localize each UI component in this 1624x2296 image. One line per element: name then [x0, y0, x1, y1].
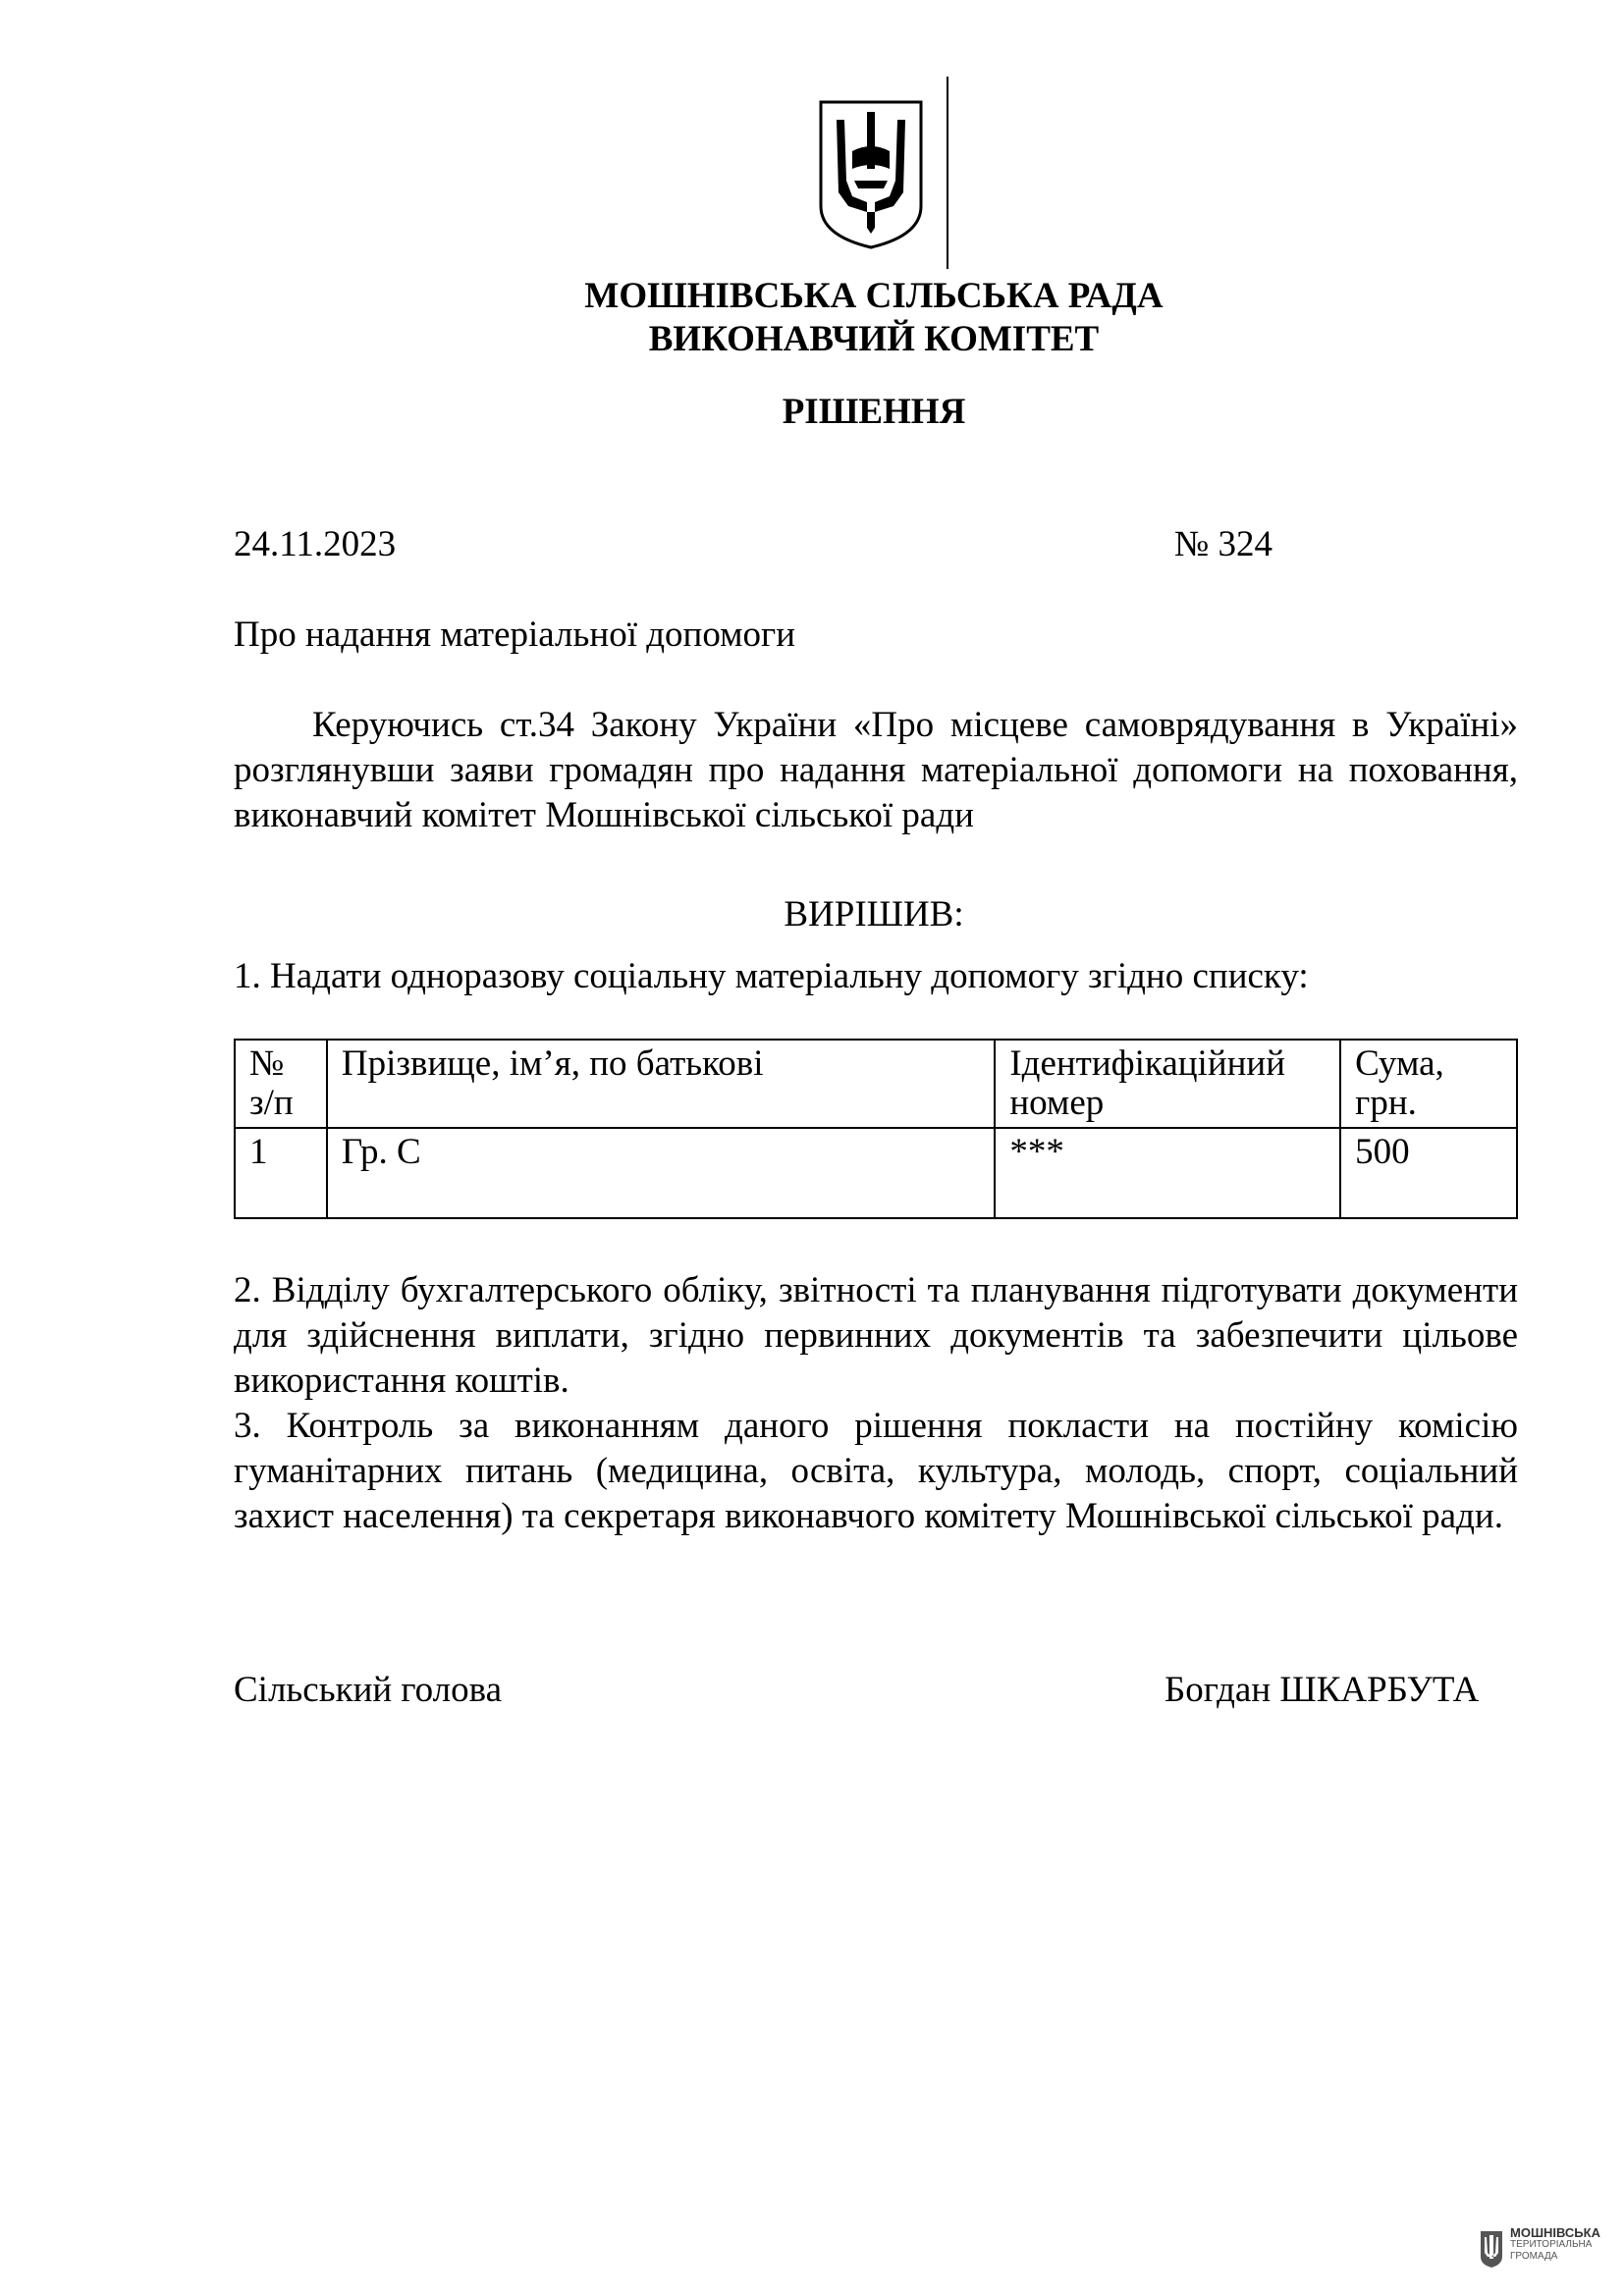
decided-heading: ВИРІШИВ: — [784, 894, 964, 934]
table-cell: 500 — [1340, 1128, 1517, 1218]
table-cell: Гр. С — [327, 1128, 995, 1218]
trident-logo-icon — [1479, 2229, 1504, 2269]
column-header: Прізвище, ім’я, по батькові — [327, 1040, 995, 1128]
logo-text-line: МОШНІВСЬКА — [1510, 2225, 1600, 2240]
column-header: Ідентифікаційний номер — [995, 1040, 1340, 1128]
header-divider-line — [947, 77, 948, 269]
table-cell: *** — [995, 1128, 1340, 1218]
document-subject: Про надання матеріальної допомоги — [234, 614, 796, 655]
preamble-paragraph: Керуючись ст.34 Закону України «Про місцеве самоврядування в Україні» розглянувши заяви громадян про надання матеріальної допомоги на поховання, виконавчий комітет Мошнівської сільської ради — [234, 705, 1518, 835]
column-header: № з/п — [235, 1040, 327, 1128]
signatory-role: Сільський голова — [234, 1670, 503, 1710]
document-date: 24.11.2023 — [234, 524, 397, 564]
decision-item-1: 1. Надати одноразову соціальну матеріальну допомогу згідно списку: — [234, 956, 1309, 996]
decision-items — [234, 1268, 1518, 1539]
table-cell: 1 — [235, 1128, 327, 1218]
aid-recipients-table — [234, 1039, 1518, 1219]
signatory-name: Богдан ШКАРБУТА — [1164, 1670, 1480, 1710]
trident-coat-of-arms-icon — [817, 98, 925, 251]
logo-text-line: ГРОМАДА — [1510, 2251, 1558, 2262]
council-name: МОШНІВСЬКА СІЛЬСЬКА РАДА — [584, 276, 1164, 316]
table-header-row — [235, 1040, 1517, 1128]
logo-text-line: ТЕРИТОРІАЛЬНА — [1510, 2239, 1593, 2250]
community-logo — [1479, 2227, 1616, 2270]
column-header: Сума, грн. — [1340, 1040, 1517, 1128]
document-header — [0, 275, 1624, 361]
table-row — [235, 1128, 1517, 1218]
decision-item-3: 3. Контроль за виконанням даного рішення покласти на постійну комісію гуманітарних питань (медицина, освіта, культура, молодь, спорт, соціальний захист населення) та секретаря виконавчого комітету Мошнівської сільської ради. — [234, 1406, 1518, 1536]
decision-item-2: 2. Відділу бухгалтерського обліку, звітності та планування підготувати документи для здійснення виплати, згідно первинних документів та забезпечити цільове використання коштів. — [234, 1270, 1518, 1401]
committee-name: ВИКОНАВЧИЙ КОМІТЕТ — [648, 319, 1100, 359]
document-number: № 324 — [1174, 524, 1273, 564]
document-title: РІШЕННЯ — [782, 392, 966, 432]
